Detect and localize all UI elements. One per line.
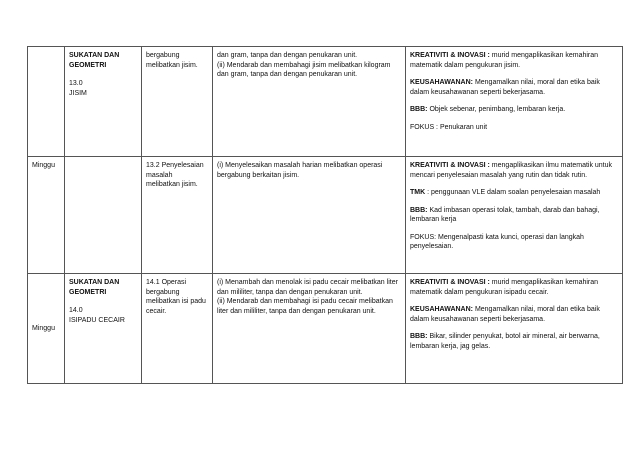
topic-name: ISIPADU CECAIR <box>69 316 125 324</box>
objectives-cell <box>213 157 406 274</box>
note-item: KEUSAHAWANAN: Mengamalkan nilai, moral dan etika baik dalam keusahawanan seperti bekerjasama. <box>410 306 600 323</box>
topic-name: JISIM <box>69 89 87 97</box>
notes-cell <box>406 274 623 384</box>
note-item: KREATIVITI & INOVASI : mengaplikasikan ilmu matematik untuk mencari penyelesaian masalah yang rutin dan tidak rutin. <box>410 162 613 179</box>
topic-title: SUKATAN DAN GEOMETRI <box>69 52 120 69</box>
topic-cell <box>65 157 142 274</box>
topic-cell <box>65 47 142 157</box>
objective-item: (ii) Mendarab dan membahagi jisim melibatkan kilogram dan gram, tanpa dan dengan penukaran unit. <box>217 61 391 78</box>
standard-cell <box>142 47 213 157</box>
topic-number: 14.0 <box>69 307 83 314</box>
week-cell <box>28 157 65 274</box>
objective-item: (ii) Mendarab dan membahagi isi padu cecair melibatkan liter dan mililiter, tanpa dan dengan penukaran unit. <box>217 298 393 315</box>
standard-cell <box>142 157 213 274</box>
note-item: FOKUS : Penukaran unit <box>410 123 488 131</box>
week-label: Minggu <box>32 162 55 169</box>
note-item: KEUSAHAWANAN: Mengamalkan nilai, moral dan etika baik dalam keusahawanan seperti bekerjasama. <box>410 79 600 96</box>
note-item: KREATIVITI & INOVASI : murid mengaplikasikan kemahiran matematik dalam pengukuran jisim. <box>410 52 599 69</box>
standard-text: bergabung melibatkan jisim. <box>146 52 198 69</box>
week-label: Minggu <box>32 324 55 332</box>
notes-cell <box>406 157 623 274</box>
note-item: TMK : penggunaan VLE dalam soalan penyelesaian masalah <box>410 189 601 196</box>
week-cell <box>28 274 65 384</box>
objective-item: dan gram, tanpa dan dengan penukaran unit. <box>217 52 358 59</box>
standard-text: 13.2 Penyelesaian masalah melibatkan jisim. <box>146 162 204 188</box>
standard-text: 14.1 Operasi bergabung melibatkan isi padu cecair. <box>146 279 206 315</box>
objective-item: (i) Menambah dan menolak isi padu cecair melibatkan liter dan mililiter, tanpa dan dengan penukaran unit. <box>217 279 398 296</box>
table-row <box>28 47 623 157</box>
note-item: BBB: Bikar, silinder penyukat, botol air mineral, air berwarna, lembaran kerja, jag gelas. <box>410 333 600 350</box>
week-cell <box>28 47 65 157</box>
topic-number: 13.0 <box>69 80 83 87</box>
topic-title: SUKATAN DAN GEOMETRI <box>69 279 120 296</box>
table-row <box>28 157 623 274</box>
note-item: KREATIVITI & INOVASI : murid mengaplikasikan kemahiran matematik dalam pengukuran isipadu cecair. <box>410 279 599 296</box>
standard-cell <box>142 274 213 384</box>
note-item: BBB: Kad imbasan operasi tolak, tambah, darab dan bahagi, lembaran kerja <box>410 206 600 223</box>
notes-cell <box>406 47 623 157</box>
objectives-cell <box>213 47 406 157</box>
objectives-cell <box>213 274 406 384</box>
lesson-plan-table <box>27 46 623 384</box>
topic-cell <box>65 274 142 384</box>
objective-item: (i) Menyelesaikan masalah harian melibatkan operasi bergabung berkaitan jisim. <box>217 162 383 179</box>
note-item: BBB: Objek sebenar, penimbang, lembaran kerja. <box>410 106 566 113</box>
note-item: FOKUS: Mengenalpasti kata kunci, operasi dan langkah penyelesaian. <box>410 233 584 250</box>
table-row <box>28 274 623 384</box>
